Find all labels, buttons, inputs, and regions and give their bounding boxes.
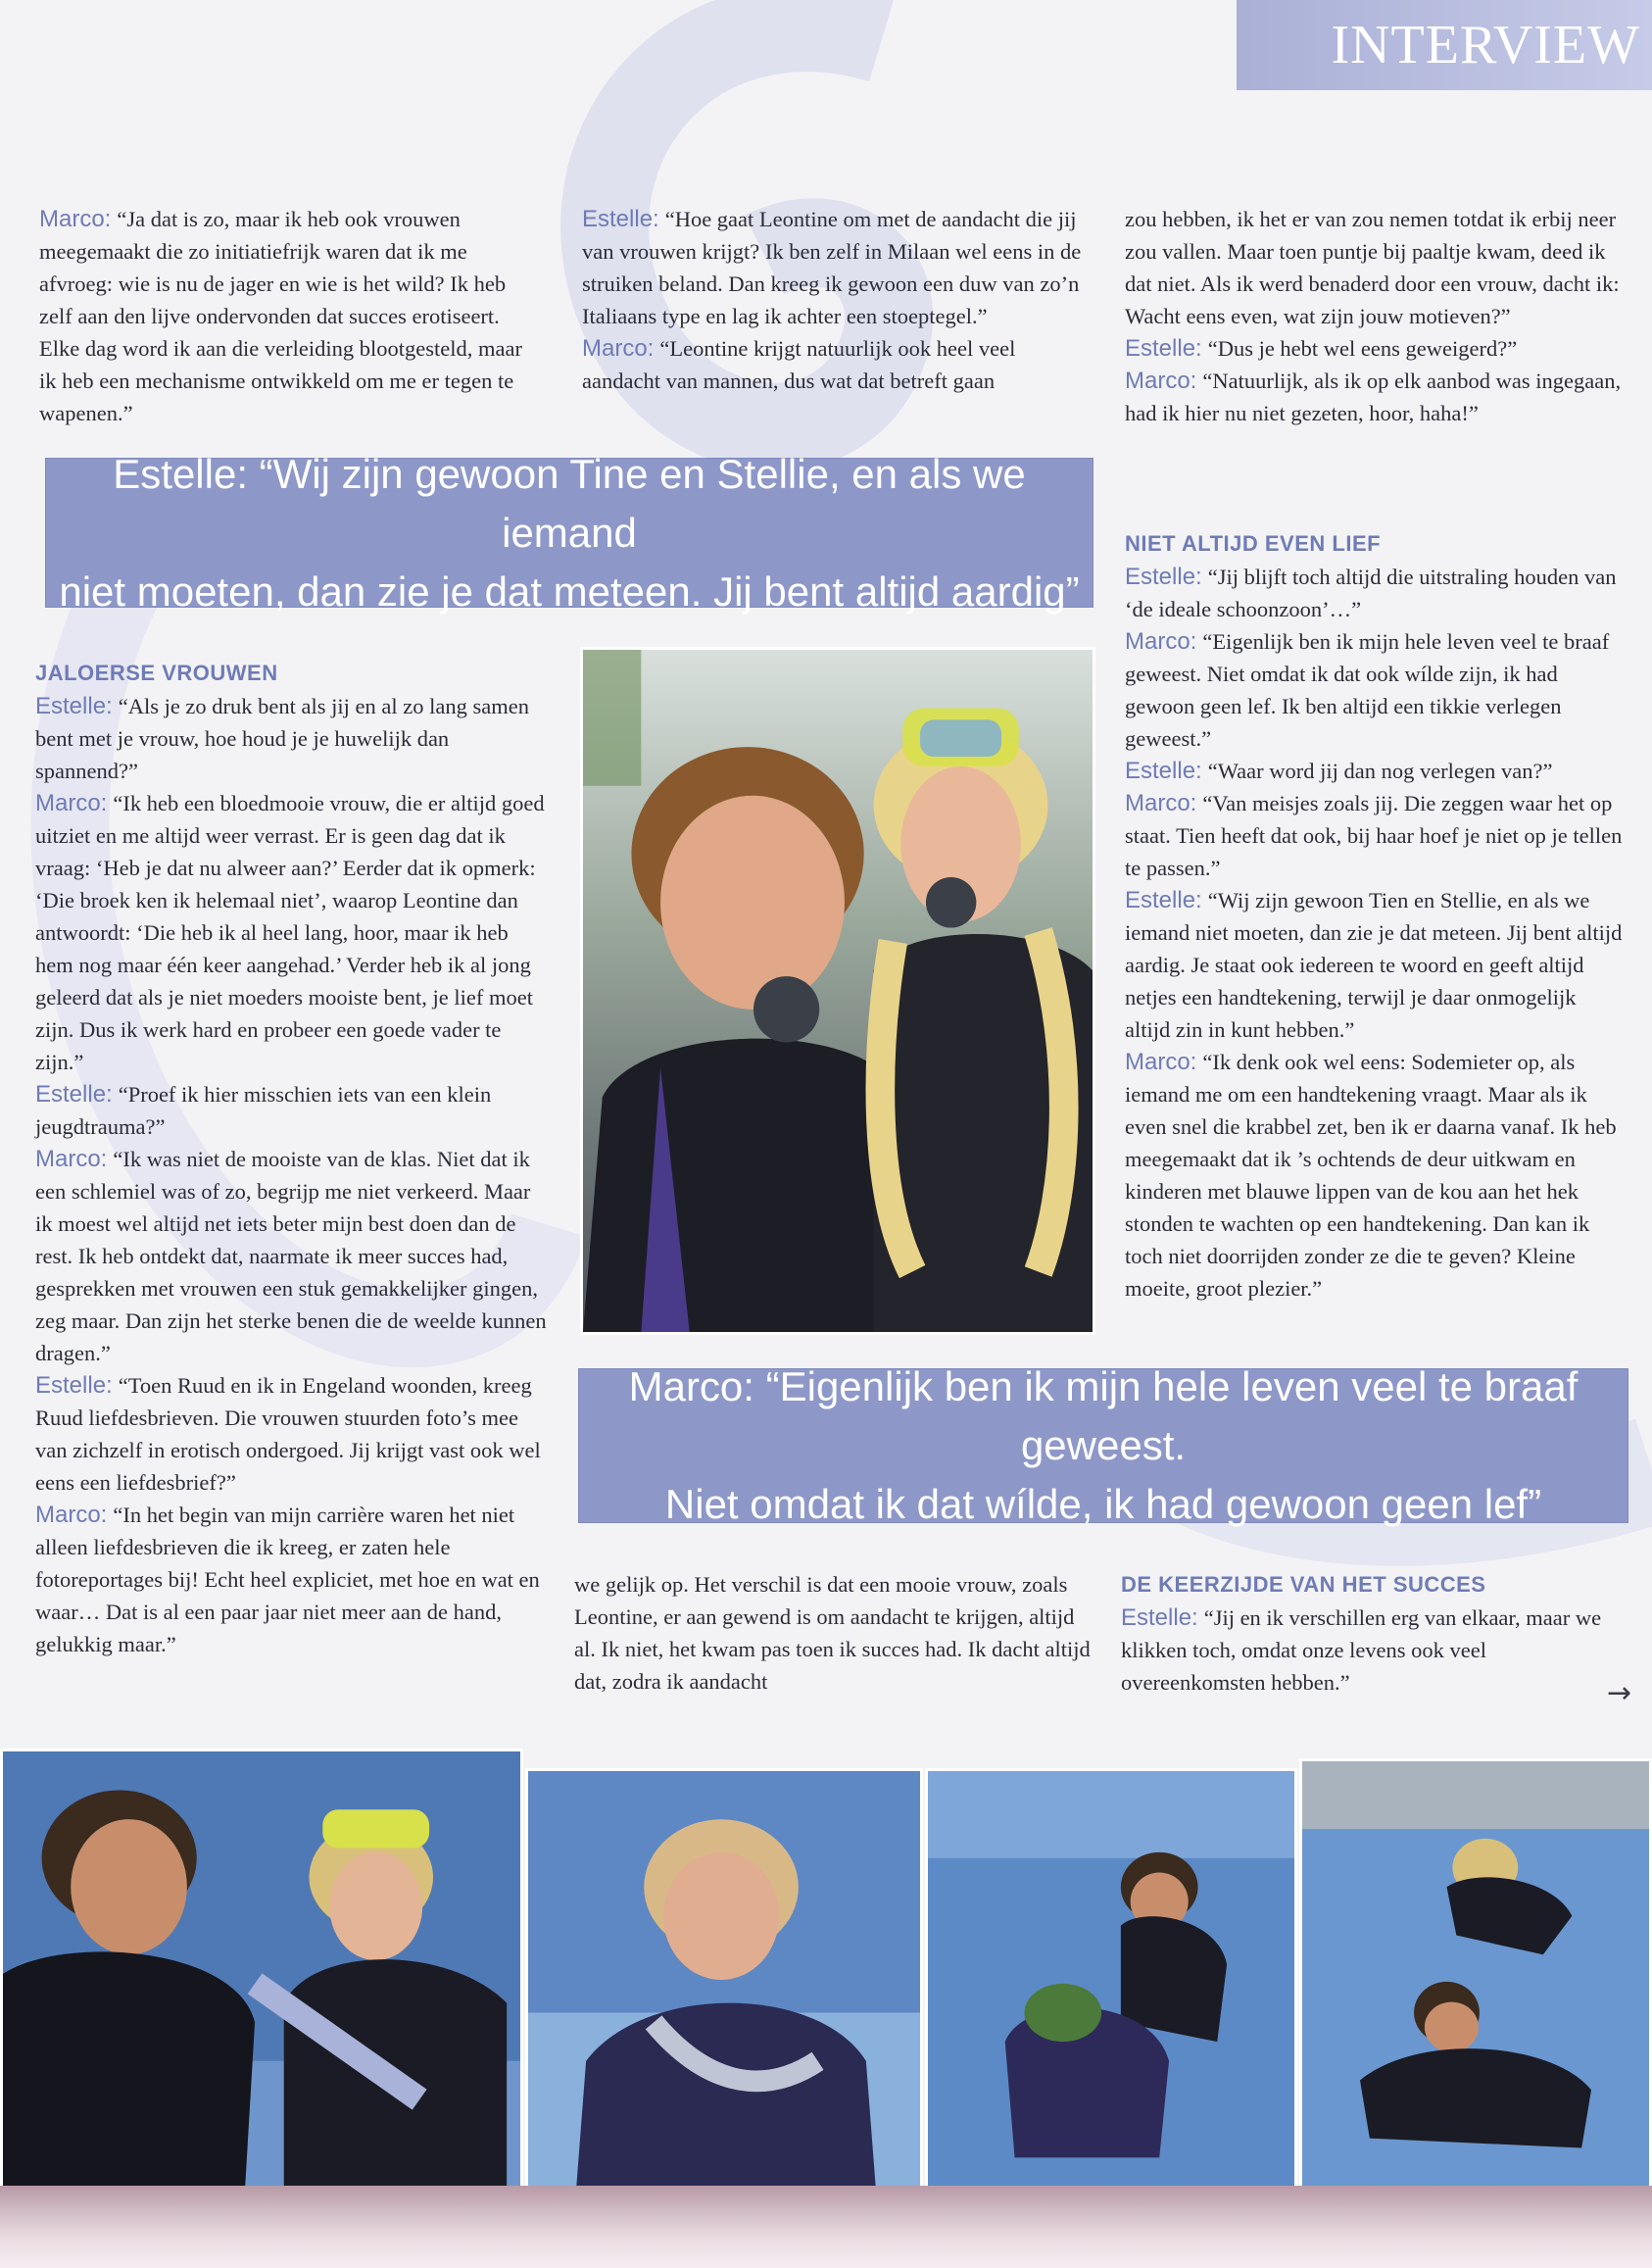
paragraph-text: “Jij blijft toch altijd die uitstraling houden van ‘de ideale schoonzoon’…” xyxy=(1125,565,1617,621)
pull-quote-line: Estelle: “Wij zijn gewoon Tine en Stellie, en als we iemand xyxy=(113,450,1026,556)
speaker-label: Estelle: xyxy=(1125,887,1202,913)
speaker-label: Marco: xyxy=(39,206,112,232)
speaker-label: Marco: xyxy=(1125,368,1197,394)
interview-paragraph xyxy=(35,1369,549,1499)
speaker-label: Estelle: xyxy=(35,1372,113,1399)
section-title: INTERVIEW xyxy=(1331,15,1640,75)
speaker-label: Marco: xyxy=(1125,1049,1197,1075)
paragraph-text: “Proef ik hier misschien iets van een klein jeugdtrauma?” xyxy=(35,1082,492,1139)
page-bottom-edge xyxy=(0,2186,1652,2268)
speaker-label: Marco: xyxy=(35,1502,108,1528)
subheading: JALOERSE VROUWEN xyxy=(35,661,278,685)
interview-paragraph xyxy=(1125,203,1623,332)
pull-quote-line: niet moeten, dan zie je dat meteen. Jij bent altijd aardig” xyxy=(59,567,1080,615)
column-3-top-text xyxy=(1125,203,1623,429)
paragraph-text: “Jij en ik verschillen erg van elkaar, maar we klikken toch, omdat onze levens ook veel overeenkomsten hebben.” xyxy=(1121,1605,1602,1695)
continue-arrow: → xyxy=(1607,1676,1632,1710)
column-1-mid-text xyxy=(35,657,549,1660)
paragraph-text: “Natuurlijk, als ik op elk aanbod was ingegaan, had ik hier nu niet gezeten, hoor, haha!” xyxy=(1125,369,1622,425)
interview-paragraph xyxy=(1125,365,1623,429)
speaker-label: Estelle: xyxy=(1125,335,1202,362)
column-2-top-text xyxy=(582,203,1090,397)
pull-quote-line: Niet omdat ik dat wílde, ik had gewoon geen lef” xyxy=(664,1481,1542,1527)
column-1-top-text xyxy=(39,203,539,429)
interview-paragraph xyxy=(35,690,549,787)
paragraph-text: “Ik was niet de mooiste van de klas. Niet dat ik een schlemiel was of zo, begrijp me niet verkeerd. Maar ik moest wel altijd net iets beter mijn best doen dan de rest. Ik heb ontdekt dat, naarmate ik meer succes had, gesprekken met vrouwen een stuk gemakkelijker gingen, zeg maar. Dan zijn het sterke benen die de weelde kunnen dragen.” xyxy=(35,1147,547,1365)
interview-paragraph xyxy=(1125,884,1623,1046)
interview-paragraph xyxy=(39,203,539,429)
interview-paragraph xyxy=(35,1143,549,1369)
pool-photo-3 xyxy=(925,1768,1297,2190)
speaker-label: Estelle: xyxy=(1121,1604,1198,1631)
column-3-mid-text xyxy=(1125,527,1623,1305)
pool-photo-1 xyxy=(0,1749,523,2190)
paragraph-text: “Wij zijn gewoon Tien en Stellie, en als we iemand niet moeten, dan zie je dat meteen. Jij bent altijd aardig. Je staat ook iedereen te woord en geeft altijd netjes een handtekening, terwijl je daar onmogelijk altijd zin in kunt hebben.” xyxy=(1125,888,1623,1042)
paragraph-text: “Ja dat is zo, maar ik heb ook vrouwen meegemaakt die zo initiatiefrijk waren dat ik me afvroeg: wie is nu de jager en wie is het wild? Ik heb zelf aan den lijve ondervonden dat succes erotiseert. Elke dag word ik aan die verleiding blootgesteld, maar ik heb een mechanisme ontwikkeld om me er tegen te wapenen.” xyxy=(39,207,522,425)
interview-paragraph xyxy=(1125,332,1623,365)
speaker-label: Marco: xyxy=(1125,790,1197,816)
paragraph-text: “Hoe gaat Leontine om met de aandacht die jij van vrouwen krijgt? Ik ben zelf in Milaan wel eens in de struiken beland. Dan kreeg ik gewoon een duw van zo’n Italiaans type en lag ik achter een stoeptegel.” xyxy=(582,207,1082,328)
interview-paragraph xyxy=(35,1499,549,1660)
speaker-label: Estelle: xyxy=(35,693,113,719)
interview-paragraph xyxy=(1125,561,1623,625)
paragraph-text: “Ik heb een bloedmooie vrouw, die er altijd goed uitziet en me altijd weer verrast. Er is geen dag dat ik vraag: ‘Heb je dat nu alweer aan?’ Eerder dat ik opmerk: ‘Die broek ken ik helemaal niet’, waarop Leontine dan antwoordt: ‘Die heb ik al heel lang, hoor, maar ik heb hem nog maar één keer aangehad.’ Verder heb ik al jong geleerd dat als je niet moeders mooiste bent, je lief moet zijn. Dus ik werk hard en probeer een goede vader te zijn.” xyxy=(35,791,545,1074)
paragraph-text: “In het begin van mijn carrière waren het niet alleen liefdesbrieven die ik kreeg, er zaten hele fotoreportages bij! Echt heel expliciet, met hoe en wat en waar… Dat is al een paar jaar niet meer aan de hand, gelukkig maar.” xyxy=(35,1503,540,1656)
speaker-label: Marco: xyxy=(1125,628,1197,655)
speaker-label: Estelle: xyxy=(1125,758,1202,784)
speaker-label: Marco: xyxy=(582,335,655,362)
column-3-bottom-text xyxy=(1121,1568,1630,1699)
interview-paragraph xyxy=(574,1568,1092,1698)
speaker-label: Estelle: xyxy=(582,206,659,232)
paragraph-text: “Van meisjes zoals jij. Die zeggen waar het op staat. Tien heeft dat ook, bij haar hoef je niet op je tellen te passen.” xyxy=(1125,791,1623,880)
paragraph-text: “Ik denk ook wel eens: Sodemieter op, als iemand me om een handtekening vraagt. Maar als ik even snel die krabbel zet, ben ik er daarna vanaf. Ik heb meegemaakt dat ik ’s ochtends de deur uitkwam en kinderen met blauwe lippen van de kou aan het hek stonden te wachten op een handtekening. Dan kan ik toch niet doorrijden zonder ze die te geven? Kleine moeite, groot plezier.” xyxy=(1125,1050,1617,1301)
subheading: DE KEERZIJDE VAN HET SUCCES xyxy=(1121,1572,1486,1597)
section-header-band xyxy=(1237,0,1652,90)
paragraph-text: “Waar word jij dan nog verlegen van?” xyxy=(1207,759,1553,783)
pull-quote-marco xyxy=(578,1363,1628,1527)
pool-photo-2 xyxy=(525,1768,923,2190)
paragraph-text: “Dus je hebt wel eens geweigerd?” xyxy=(1207,336,1518,361)
pool-photo-4 xyxy=(1299,1758,1652,2190)
speaker-label: Marco: xyxy=(35,1146,108,1172)
pull-quote-estelle xyxy=(45,450,1093,615)
pull-quote-line: Marco: “Eigenlijk ben ik mijn hele leven veel te braaf geweest. xyxy=(628,1363,1579,1468)
interview-paragraph xyxy=(35,1078,549,1143)
interview-paragraph xyxy=(582,332,1090,397)
paragraph-text: zou hebben, ik het er van zou nemen totdat ik erbij neer zou vallen. Maar toen puntje bij paaltje kwam, deed ik dat niet. Als ik werd benaderd door een vrouw, dacht ik: Wacht eens even, wat zijn jouw motieven?” xyxy=(1125,207,1620,328)
paragraph-text: “Eigenlijk ben ik mijn hele leven veel te braaf geweest. Niet omdat ik dat ook wílde zijn, ik had gewoon geen lef. Ik ben altijd een tikkie verlegen geweest.” xyxy=(1125,629,1610,751)
speaker-label: Estelle: xyxy=(35,1081,113,1108)
interview-paragraph xyxy=(1125,1046,1623,1305)
paragraph-text: we gelijk op. Het verschil is dat een mooie vrouw, zoals Leontine, er aan gewend is om aandacht te krijgen, altijd al. Ik niet, het kwam pas toen ik succes had. Ik dacht altijd dat, zodra ik aandacht xyxy=(574,1572,1091,1694)
paragraph-text: “Leontine krijgt natuurlijk ook heel veel aandacht van mannen, dus wat dat betreft gaan xyxy=(582,336,1016,393)
interview-paragraph xyxy=(35,787,549,1078)
subheading: NIET ALTIJD EVEN LIEF xyxy=(1125,531,1382,556)
divers-portrait-photo xyxy=(580,647,1095,1335)
interview-paragraph xyxy=(1121,1602,1630,1699)
interview-paragraph xyxy=(582,203,1090,332)
paragraph-text: “Als je zo druk bent als jij en al zo lang samen bent met je vrouw, hoe houd je je huwelijk dan spannend?” xyxy=(35,694,529,783)
speaker-label: Estelle: xyxy=(1125,564,1202,590)
interview-paragraph xyxy=(1125,625,1623,755)
interview-paragraph xyxy=(1125,787,1623,884)
speaker-label: Marco: xyxy=(35,790,108,816)
interview-paragraph xyxy=(1125,755,1623,787)
paragraph-text: “Toen Ruud en ik in Engeland woonden, kreeg Ruud liefdesbrieven. Die vrouwen stuurden foto’s mee van zichzelf in erotisch ondergoed. Jij krijgt vast ook wel eens een liefdesbrief?” xyxy=(35,1373,541,1495)
column-2-bottom-text xyxy=(574,1568,1092,1698)
